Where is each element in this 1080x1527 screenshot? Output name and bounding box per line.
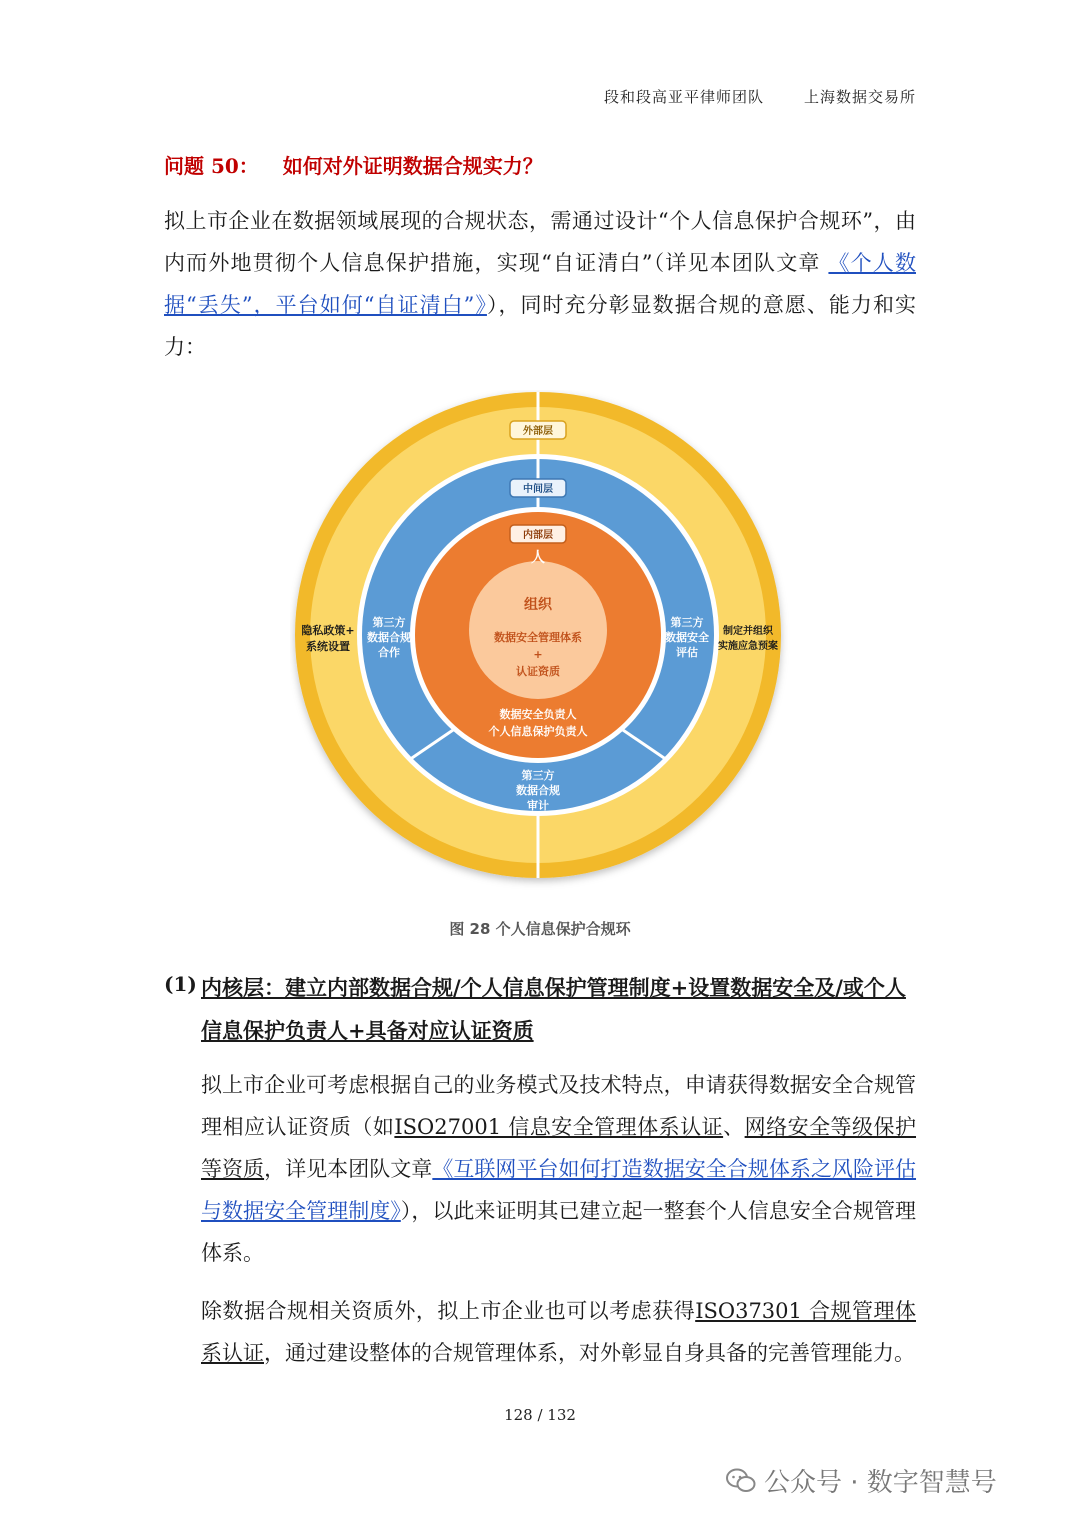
question-text: 如何对外证明数据合规实力？: [282, 154, 543, 178]
wechat-watermark: [726, 1462, 997, 1499]
para2-text-2: ，通过建设整体的合规管理体系，对外彰显自身具备的完善管理能力。: [264, 1341, 915, 1365]
person-label: 人: [531, 550, 545, 566]
watermark-text: 公众号 · 数字智慧号: [764, 1468, 997, 1498]
intro-article-link[interactable]: 《个人数据“丢失”，平台如何“自证清白”》: [164, 251, 916, 317]
svg-text:制定并组织: 制定并组织: [723, 626, 773, 637]
inner-badge-label: 内部层: [523, 530, 553, 541]
para2-text-1: 除数据合规相关资质外，拟上市企业也可以考虑获得: [201, 1299, 696, 1323]
para1-text-1: 拟上市企业可考虑根据自己的业务模式及技术特点，申请获得数据安全合规管理相应认证资质（如: [201, 1073, 916, 1139]
middle-layer-badge: [510, 479, 566, 497]
para1-text-2: 、: [723, 1115, 745, 1139]
risk-assessment-article-link[interactable]: 《互联网平台如何打造数据安全合规体系之风险评估与数据安全管理制度》: [201, 1157, 917, 1223]
mgmt-plus: +: [533, 648, 543, 661]
compliance-ring-diagram: [290, 390, 790, 890]
figure-caption: 图 28 个人信息保护合规环: [449, 920, 631, 938]
outer-layer-badge: [510, 421, 566, 439]
wechat-icon: [726, 1468, 756, 1494]
svg-text:合作: 合作: [378, 646, 400, 659]
svg-text:数据安全: 数据安全: [665, 631, 709, 644]
mgmt-line-2: 认证资质: [516, 665, 560, 678]
svg-text:第三方: 第三方: [372, 616, 406, 629]
intro-text-1: 拟上市企业在数据领域展现的合规状态，需通过设计“个人信息保护合规环”，由内而外地贯彻个人信息保护措施，实现“自证清白”（详见本团队文章: [164, 209, 916, 275]
question-number: 问题 50：: [164, 154, 259, 178]
svg-text:数据合规: 数据合规: [516, 784, 560, 797]
section-heading: 内核层：建立内部数据合规/个人信息保护管理制度+设置数据安全及/或个人信息保护负责人+具备对应认证资质: [201, 975, 906, 1043]
svg-text:第三方: 第三方: [521, 769, 555, 782]
org-label: 组织: [524, 597, 552, 613]
resp-line-2: 个人信息保护负责人: [488, 725, 588, 738]
para1-text-4: ），以此来证明其已建立起一整套个人信息安全合规管理体系。: [201, 1199, 917, 1265]
svg-text:数据合规: 数据合规: [367, 631, 411, 644]
paragraph-certification: [201, 1064, 916, 1274]
intro-text-2: ），同时充分彰显数据合规的意愿、能力和实力：: [164, 293, 916, 359]
center-circle: [469, 561, 607, 699]
section-number: (1): [164, 972, 197, 996]
middle-badge-label: 中间层: [523, 484, 553, 495]
page-number: 128 / 132: [504, 1406, 576, 1424]
svg-text:评估: 评估: [676, 646, 698, 659]
inner-layer-badge: [510, 525, 566, 543]
mgmt-line-1: 数据安全管理体系: [494, 631, 582, 644]
paragraph-iso37301: [201, 1290, 916, 1374]
question-title: [164, 150, 543, 179]
iso27001-term: ISO27001 信息安全管理体系认证: [394, 1115, 724, 1139]
svg-text:隐私政策+: 隐私政策+: [301, 624, 355, 637]
para1-text-3: ，详见本团队文章: [264, 1157, 433, 1181]
resp-line-1: 数据安全负责人: [499, 708, 577, 721]
header-team: 段和段高亚平律师团队: [603, 88, 764, 106]
page-header: [604, 86, 916, 107]
svg-text:审计: 审计: [527, 799, 549, 812]
svg-text:第三方: 第三方: [670, 616, 704, 629]
security-level-term: 网络安全等级保护等资质: [201, 1115, 917, 1181]
header-exchange: 上海数据交易所: [803, 88, 916, 106]
svg-text:系统设置: 系统设置: [306, 640, 350, 653]
iso37301-term: ISO37301 合规管理体系认证: [201, 1299, 916, 1365]
intro-paragraph: [164, 200, 916, 368]
outer-badge-label: 外部层: [523, 426, 553, 437]
svg-text:实施应急预案: 实施应急预案: [718, 641, 778, 652]
